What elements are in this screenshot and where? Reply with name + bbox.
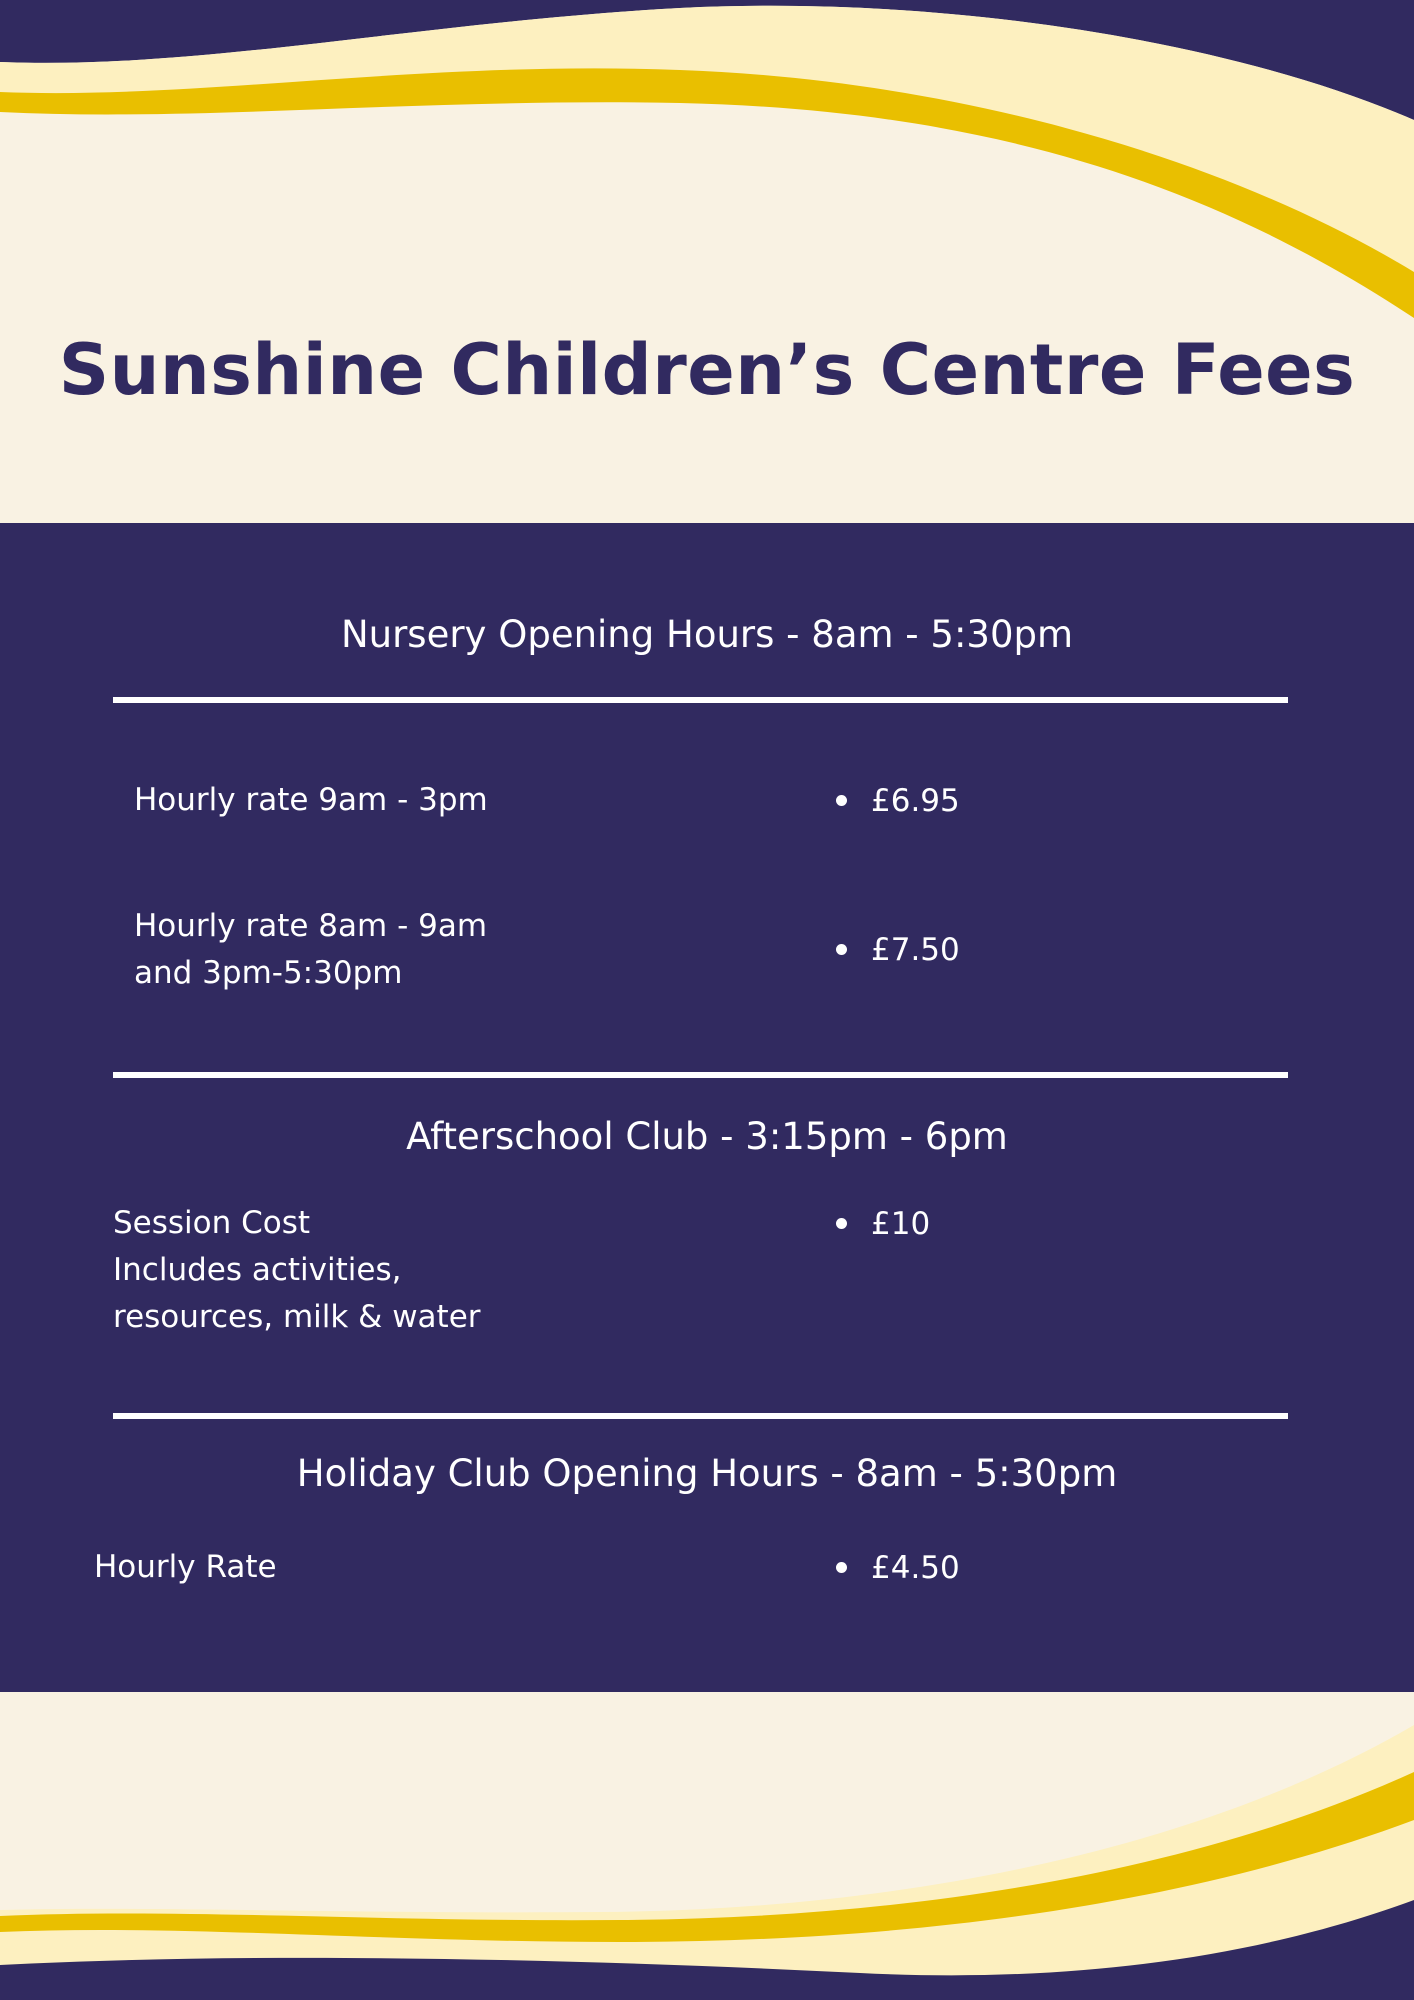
price-value: £4.50 xyxy=(871,1549,960,1586)
bullet-icon xyxy=(836,1562,847,1573)
label-line: and 3pm-5:30pm xyxy=(134,955,403,991)
bottom-wave-decoration xyxy=(0,1680,1414,2000)
nursery-heading: Nursery Opening Hours - 8am - 5:30pm xyxy=(340,613,1074,656)
afterschool-row-1-label xyxy=(113,1200,481,1341)
label-line: Hourly Rate xyxy=(94,1549,277,1585)
label-line: Session Cost xyxy=(113,1205,311,1241)
bullet-icon xyxy=(836,795,847,806)
holiday-row-1-price xyxy=(836,1544,960,1591)
holiday-row-1-label xyxy=(94,1544,277,1591)
nursery-row-2-price xyxy=(836,926,960,973)
top-wave-decoration xyxy=(0,0,1414,330)
bullet-icon xyxy=(836,944,847,955)
title-band xyxy=(0,300,1414,440)
nursery-row-1-price xyxy=(836,777,960,824)
label-line: resources, milk & water xyxy=(113,1299,481,1335)
afterschool-row-1-price xyxy=(836,1200,930,1247)
nursery-top-divider xyxy=(113,697,1288,703)
price-value: £7.50 xyxy=(871,931,960,968)
price-value: £10 xyxy=(871,1205,931,1242)
nursery-row-2-label xyxy=(134,903,487,997)
nursery-row-1-label xyxy=(134,777,488,824)
page-title: Sunshine Children’s Centre Fees xyxy=(58,329,1356,411)
label-line: Hourly rate 8am - 9am xyxy=(134,908,488,944)
price-value: £6.95 xyxy=(871,782,960,819)
holiday-divider xyxy=(113,1413,1288,1419)
label-line: Includes activities, xyxy=(113,1252,402,1288)
afterschool-divider xyxy=(113,1072,1288,1078)
label-line: Hourly rate 9am - 3pm xyxy=(134,782,488,818)
bullet-icon xyxy=(836,1218,847,1229)
fees-panel xyxy=(0,523,1414,1692)
afterschool-heading: Afterschool Club - 3:15pm - 6pm xyxy=(406,1115,1008,1158)
holiday-heading: Holiday Club Opening Hours - 8am - 5:30pm xyxy=(296,1452,1118,1495)
